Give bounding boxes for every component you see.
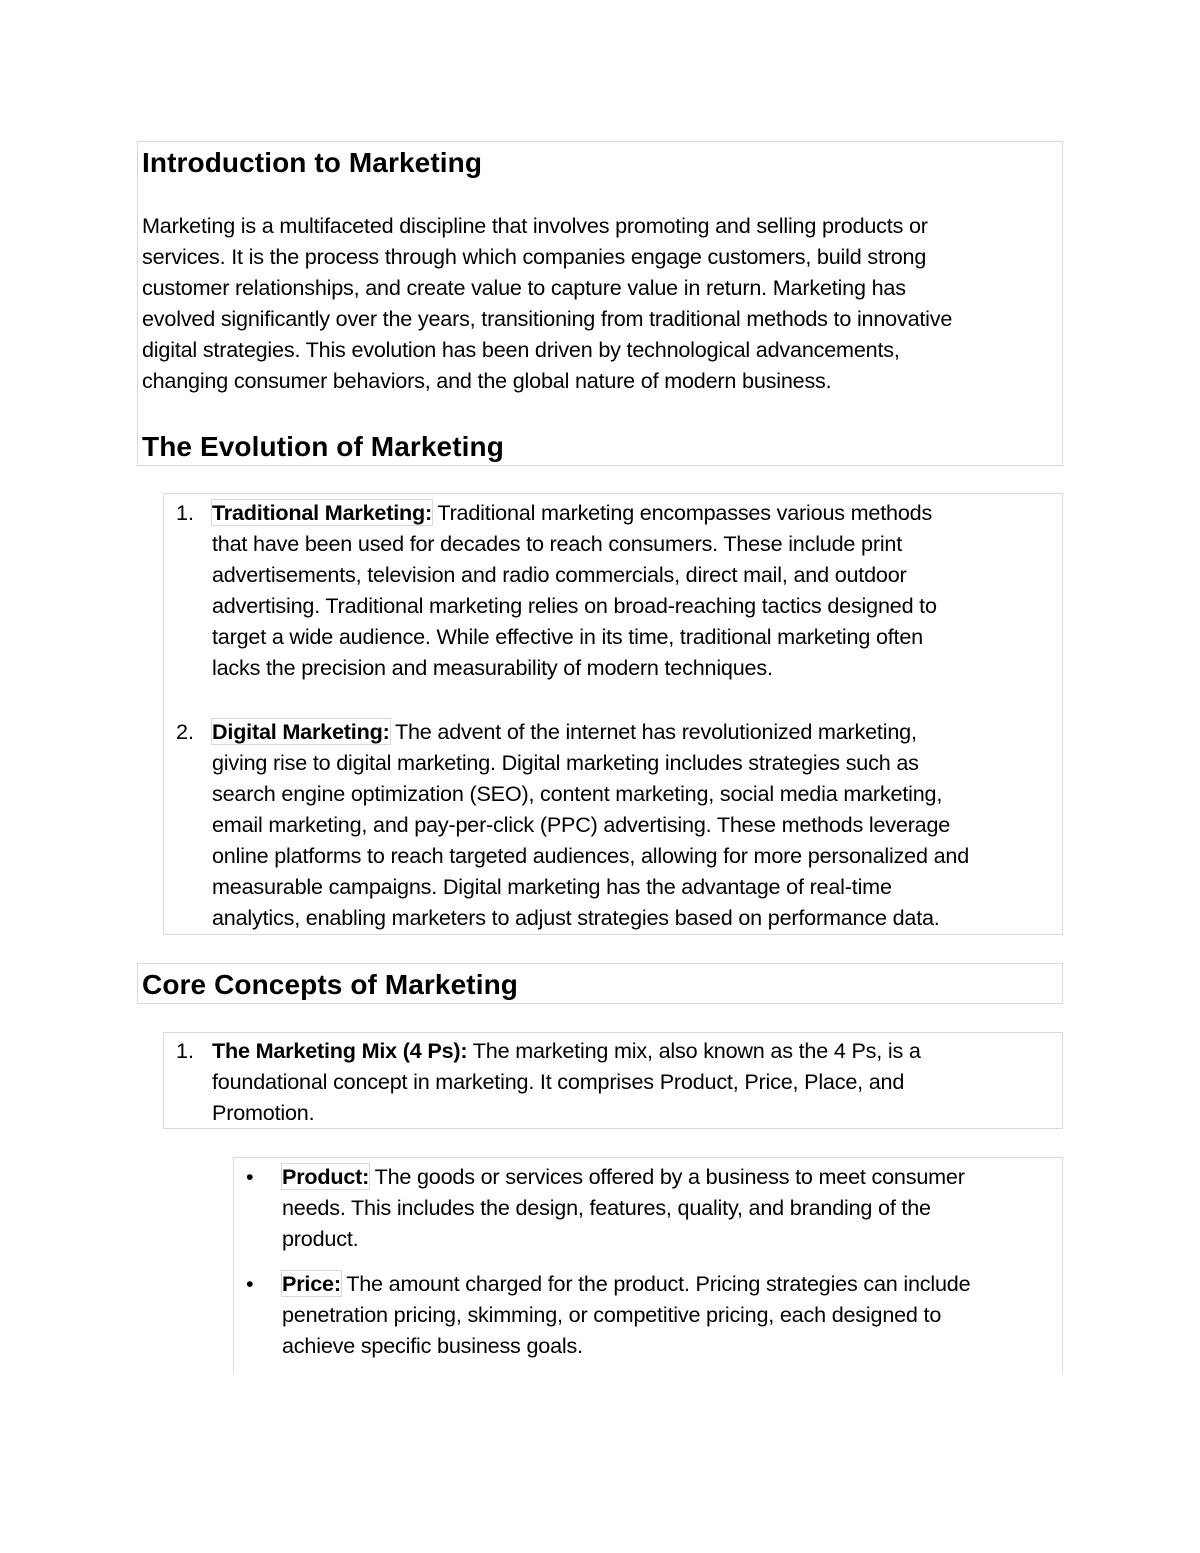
bullet-icon: • bbox=[246, 1271, 254, 1296]
core-item-marketing-mix bbox=[212, 1035, 921, 1128]
intro-heading: Introduction to Marketing bbox=[142, 147, 483, 178]
item-line: that have been used for decades to reach consumers. These include print bbox=[212, 531, 903, 556]
list-number: 1. bbox=[175, 1038, 194, 1063]
item-line: measurable campaigns. Digital marketing has the advantage of real-time bbox=[212, 874, 892, 899]
intro-line: customer relationships, and create value to capture value in return. Marketing has bbox=[142, 275, 906, 300]
bullet-item-price bbox=[282, 1268, 970, 1361]
list-number: 1. bbox=[175, 500, 194, 525]
item-line: lacks the precision and measurability of modern techniques. bbox=[212, 655, 773, 680]
item-line: advertisements, television and radio commercials, direct mail, and outdoor bbox=[212, 562, 907, 587]
item-line: search engine optimization (SEO), content marketing, social media marketing, bbox=[212, 781, 943, 806]
item-line: product. bbox=[282, 1226, 359, 1251]
item-line: analytics, enabling marketers to adjust strategies based on performance data. bbox=[212, 905, 940, 930]
intro-paragraph bbox=[142, 210, 952, 396]
intro-line: services. It is the process through which companies engage customers, build strong bbox=[142, 244, 927, 269]
intro-line: digital strategies. This evolution has been driven by technological advancements, bbox=[142, 337, 900, 362]
item-text: The amount charged for the product. Pricing strategies can include bbox=[340, 1271, 971, 1296]
term-marketing-mix: The Marketing Mix (4 Ps): bbox=[212, 1038, 468, 1063]
core-concepts-heading: Core Concepts of Marketing bbox=[142, 969, 518, 1000]
item-line: achieve specific business goals. bbox=[282, 1333, 583, 1358]
item-line: online platforms to reach targeted audiences, allowing for more personalized and bbox=[212, 843, 970, 868]
item-line: penetration pricing, skimming, or competitive pricing, each designed to bbox=[282, 1302, 942, 1327]
intro-line: Marketing is a multifaceted discipline that involves promoting and selling products or bbox=[142, 213, 928, 238]
bullet-item-product bbox=[282, 1161, 965, 1254]
list-number: 2. bbox=[175, 719, 194, 744]
item-line: target a wide audience. While effective in its time, traditional marketing often bbox=[212, 624, 923, 649]
evolution-heading: The Evolution of Marketing bbox=[142, 431, 504, 462]
item-text: Traditional marketing encompasses various methods bbox=[431, 500, 933, 525]
intro-line: changing consumer behaviors, and the global nature of modern business. bbox=[142, 368, 832, 393]
term-product: Product: bbox=[282, 1164, 370, 1189]
item-line: foundational concept in marketing. It comprises Product, Price, Place, and bbox=[212, 1069, 905, 1094]
item-text: The goods or services offered by a business to meet consumer bbox=[369, 1164, 965, 1189]
term-price: Price: bbox=[282, 1271, 341, 1296]
evolution-item-traditional bbox=[212, 497, 937, 683]
evolution-item-digital bbox=[212, 716, 969, 933]
item-line: advertising. Traditional marketing relies on broad-reaching tactics designed to bbox=[212, 593, 937, 618]
item-line: needs. This includes the design, features, quality, and branding of the bbox=[282, 1195, 931, 1220]
term-digital-marketing: Digital Marketing: bbox=[212, 719, 390, 744]
term-traditional-marketing: Traditional Marketing: bbox=[212, 500, 432, 525]
intro-line: evolved significantly over the years, transitioning from traditional methods to innovative bbox=[142, 306, 953, 331]
item-line: email marketing, and pay-per-click (PPC) advertising. These methods leverage bbox=[212, 812, 951, 837]
item-line: Promotion. bbox=[212, 1100, 315, 1125]
item-text: The marketing mix, also known as the 4 Ps, is a bbox=[467, 1038, 921, 1063]
bullet-icon: • bbox=[246, 1164, 254, 1189]
item-line: giving rise to digital marketing. Digital marketing includes strategies such as bbox=[212, 750, 919, 775]
item-text: The advent of the internet has revolutionized marketing, bbox=[389, 719, 917, 744]
